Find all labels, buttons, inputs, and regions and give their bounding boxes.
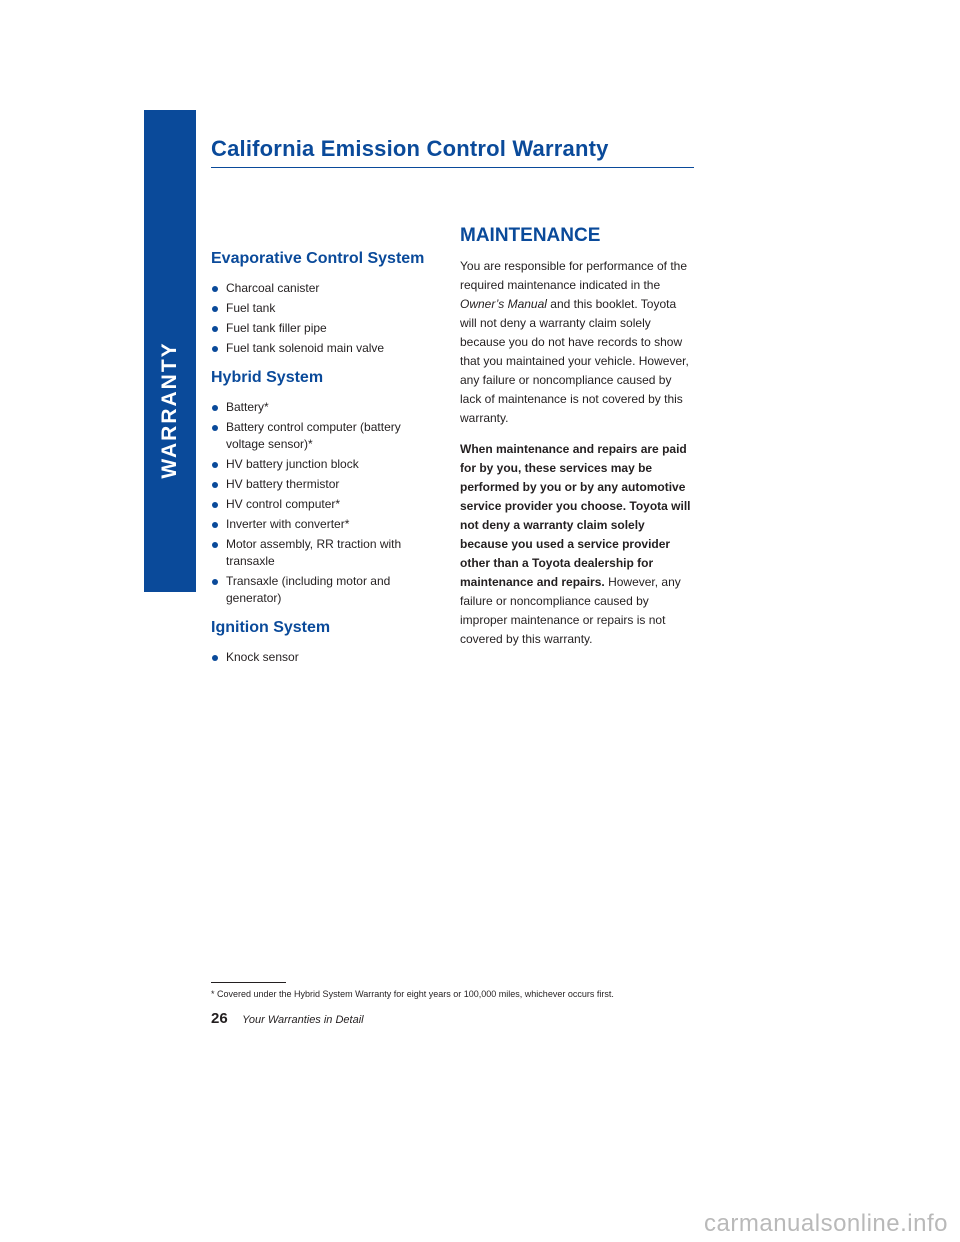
section-heading-ignition: Ignition System <box>211 619 331 636</box>
right-column <box>460 225 696 649</box>
list-item <box>211 320 426 337</box>
list-item-text: Battery* <box>226 400 269 414</box>
bullet-icon <box>212 502 218 508</box>
manual-title: Owner’s Manual <box>460 297 547 311</box>
evaporative-list <box>211 280 426 357</box>
title-divider <box>211 167 694 168</box>
bullet-icon <box>212 286 218 292</box>
maintenance-paragraph-1 <box>460 257 696 428</box>
bullet-icon <box>212 579 218 585</box>
list-item <box>211 340 426 357</box>
list-item-text: Fuel tank <box>226 301 276 315</box>
list-item-text: Fuel tank filler pipe <box>226 321 327 335</box>
page-footer <box>211 1010 364 1028</box>
list-item <box>211 476 426 493</box>
ignition-list <box>211 649 426 666</box>
maintenance-heading: MAINTENANCE <box>460 225 601 246</box>
list-item <box>211 399 426 416</box>
watermark: carmanualsonline.info <box>704 1210 948 1237</box>
list-item <box>211 456 426 473</box>
text-run: You are responsible for performance of the required maintenance indicated in the <box>460 259 688 292</box>
section-heading-hybrid: Hybrid System <box>211 369 324 386</box>
bullet-icon <box>212 346 218 352</box>
list-item-text: Fuel tank solenoid main valve <box>226 341 385 355</box>
left-column <box>211 250 426 678</box>
list-item-text: Knock sensor <box>226 650 299 664</box>
list-item-text: Battery control computer (battery voltage sensor)* <box>226 420 401 451</box>
list-item <box>211 419 426 453</box>
footer-title: Your Warranties in Detail <box>242 1014 364 1026</box>
bullet-icon <box>212 306 218 312</box>
text-run: and this booklet. Toyota will not deny a warranty claim solely because you do not have records to show that you maintained your vehicle. However, any failure or noncompliance caused by lack of maintenance is not covered by this warranty. <box>460 297 689 425</box>
list-item-text: Inverter with converter* <box>226 517 350 531</box>
bullet-icon <box>212 522 218 528</box>
list-item <box>211 536 426 570</box>
footnote-divider <box>211 982 286 983</box>
side-tab-label: WARRANTY <box>158 341 181 479</box>
text-run: However, any failure or noncompliance caused by improper maintenance or repairs is not covered by this warranty. <box>460 575 681 646</box>
list-item-text: Motor assembly, RR traction with transaxle <box>226 537 402 568</box>
list-item <box>211 280 426 297</box>
bold-statement: When maintenance and repairs are paid for by you, these services may be performed by you or by any automotive service provider you choose. Toyota will not deny a warranty claim solely because you used a service provider other than a Toyota dealership for maintenance and repairs. <box>460 442 691 589</box>
list-item <box>211 573 426 607</box>
hybrid-list <box>211 399 426 607</box>
list-item <box>211 649 426 666</box>
list-item <box>211 300 426 317</box>
side-tab <box>144 110 196 592</box>
list-item-text: HV control computer* <box>226 497 341 511</box>
bullet-icon <box>212 482 218 488</box>
page-title: California Emission Control Warranty <box>211 136 609 161</box>
bullet-icon <box>212 655 218 661</box>
list-item-text: Transaxle (including motor and generator) <box>226 574 391 605</box>
section-heading-evaporative: Evaporative Control System <box>211 250 425 267</box>
bullet-icon <box>212 542 218 548</box>
list-item-text: Charcoal canister <box>226 281 320 295</box>
bullet-icon <box>212 326 218 332</box>
bullet-icon <box>212 405 218 411</box>
list-item <box>211 496 426 513</box>
page-number: 26 <box>211 1010 228 1027</box>
bullet-icon <box>212 462 218 468</box>
list-item-text: HV battery junction block <box>226 457 359 471</box>
maintenance-paragraph-2 <box>460 440 696 649</box>
bullet-icon <box>212 425 218 431</box>
footnote: * Covered under the Hybrid System Warranty for eight years or 100,000 miles, whichever occurs first. <box>211 989 614 999</box>
list-item-text: HV battery thermistor <box>226 477 340 491</box>
list-item <box>211 516 426 533</box>
